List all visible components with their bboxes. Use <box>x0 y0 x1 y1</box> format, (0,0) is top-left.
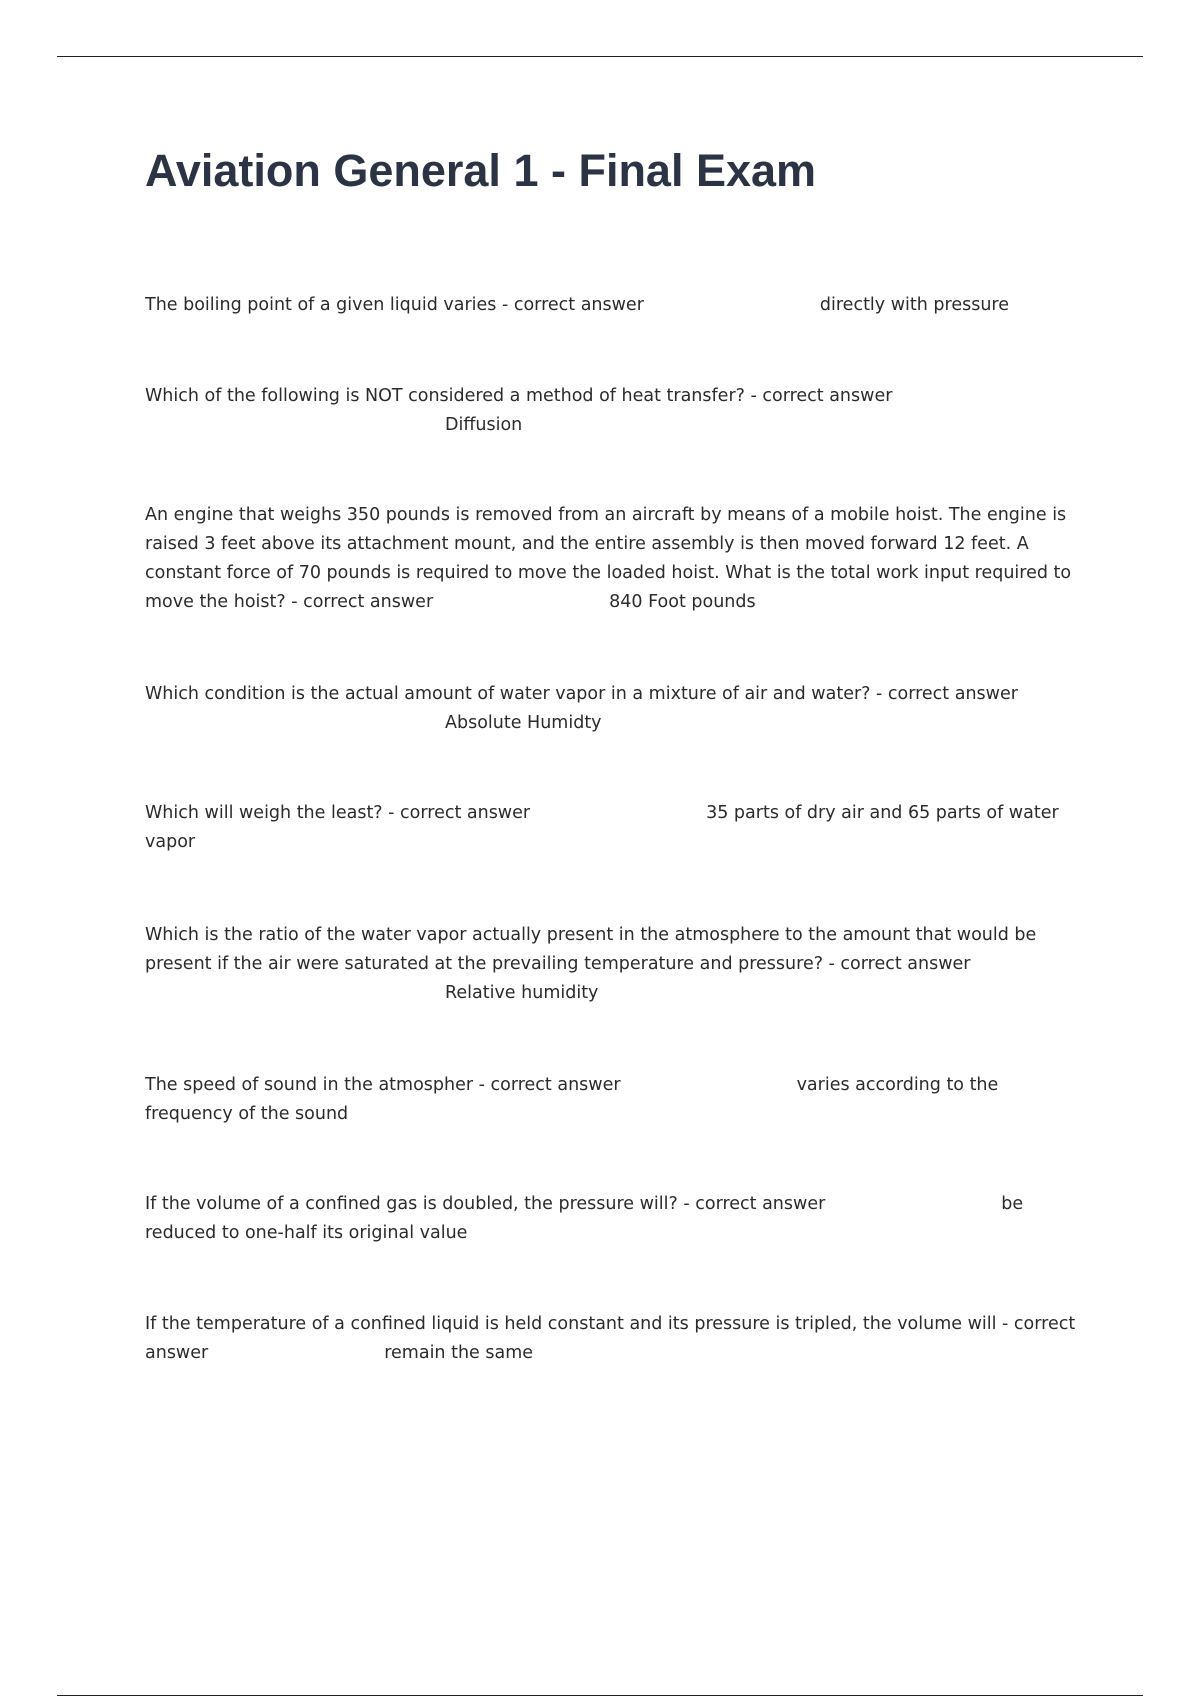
answer-text: Absolute Humidty <box>445 713 602 733</box>
qa-item <box>145 799 1085 857</box>
question-text: The boiling point of a given liquid varies - correct answer <box>145 295 644 315</box>
qa-item <box>145 680 1065 738</box>
answer-text: remain the same <box>384 1343 534 1363</box>
question-text: Which of the following is NOT considered a method of heat transfer? - correct answer <box>145 386 893 406</box>
question-text: If the temperature of a confined liquid is held constant and its pressure is tripled, the volume will - correct answer <box>145 1314 1081 1363</box>
page-title: Aviation General 1 - Final Exam <box>145 145 817 196</box>
answer-text: Relative humidity <box>445 983 599 1003</box>
answer-text: 35 parts of dry air and 65 parts of water vapor <box>145 803 1065 852</box>
question-text: If the volume of a confined gas is doubled, the pressure will? - correct answer <box>145 1194 826 1214</box>
qa-item <box>145 291 1085 320</box>
answer-text: Diffusion <box>445 415 523 435</box>
question-text: An engine that weighs 350 pounds is removed from an aircraft by means of a mobile hoist. The engine is raised 3 feet above its attachment mount, and the entire assembly is then moved forward 12 feet. A constant force of 70 pounds is required to move the loaded hoist. What is the total work input required to move the hoist? - correct answer <box>145 505 1077 612</box>
qa-item <box>145 1071 1085 1129</box>
qa-item <box>145 1190 1085 1248</box>
question-text: The speed of sound in the atmospher - correct answer <box>145 1075 621 1095</box>
qa-item <box>145 501 1085 617</box>
answer-text: be reduced to one-half its original value <box>145 1194 1029 1243</box>
qa-item <box>145 1310 1085 1368</box>
question-text: Which will weigh the least? - correct answer <box>145 803 531 823</box>
qa-item <box>145 382 935 440</box>
question-text: Which is the ratio of the water vapor actually present in the atmosphere to the amount that would be present if the air were saturated at the prevailing temperature and pressure? - correct answer <box>145 925 1042 974</box>
answer-text: varies according to the frequency of the sound <box>145 1075 1004 1124</box>
answer-text: 840 Foot pounds <box>609 592 756 612</box>
bottom-rule <box>57 1695 1143 1696</box>
answer-text: directly with pressure <box>819 295 1009 315</box>
question-text: Which condition is the actual amount of water vapor in a mixture of air and water? - correct answer <box>145 684 1018 704</box>
top-rule <box>57 56 1143 57</box>
qa-item <box>145 921 1085 1008</box>
